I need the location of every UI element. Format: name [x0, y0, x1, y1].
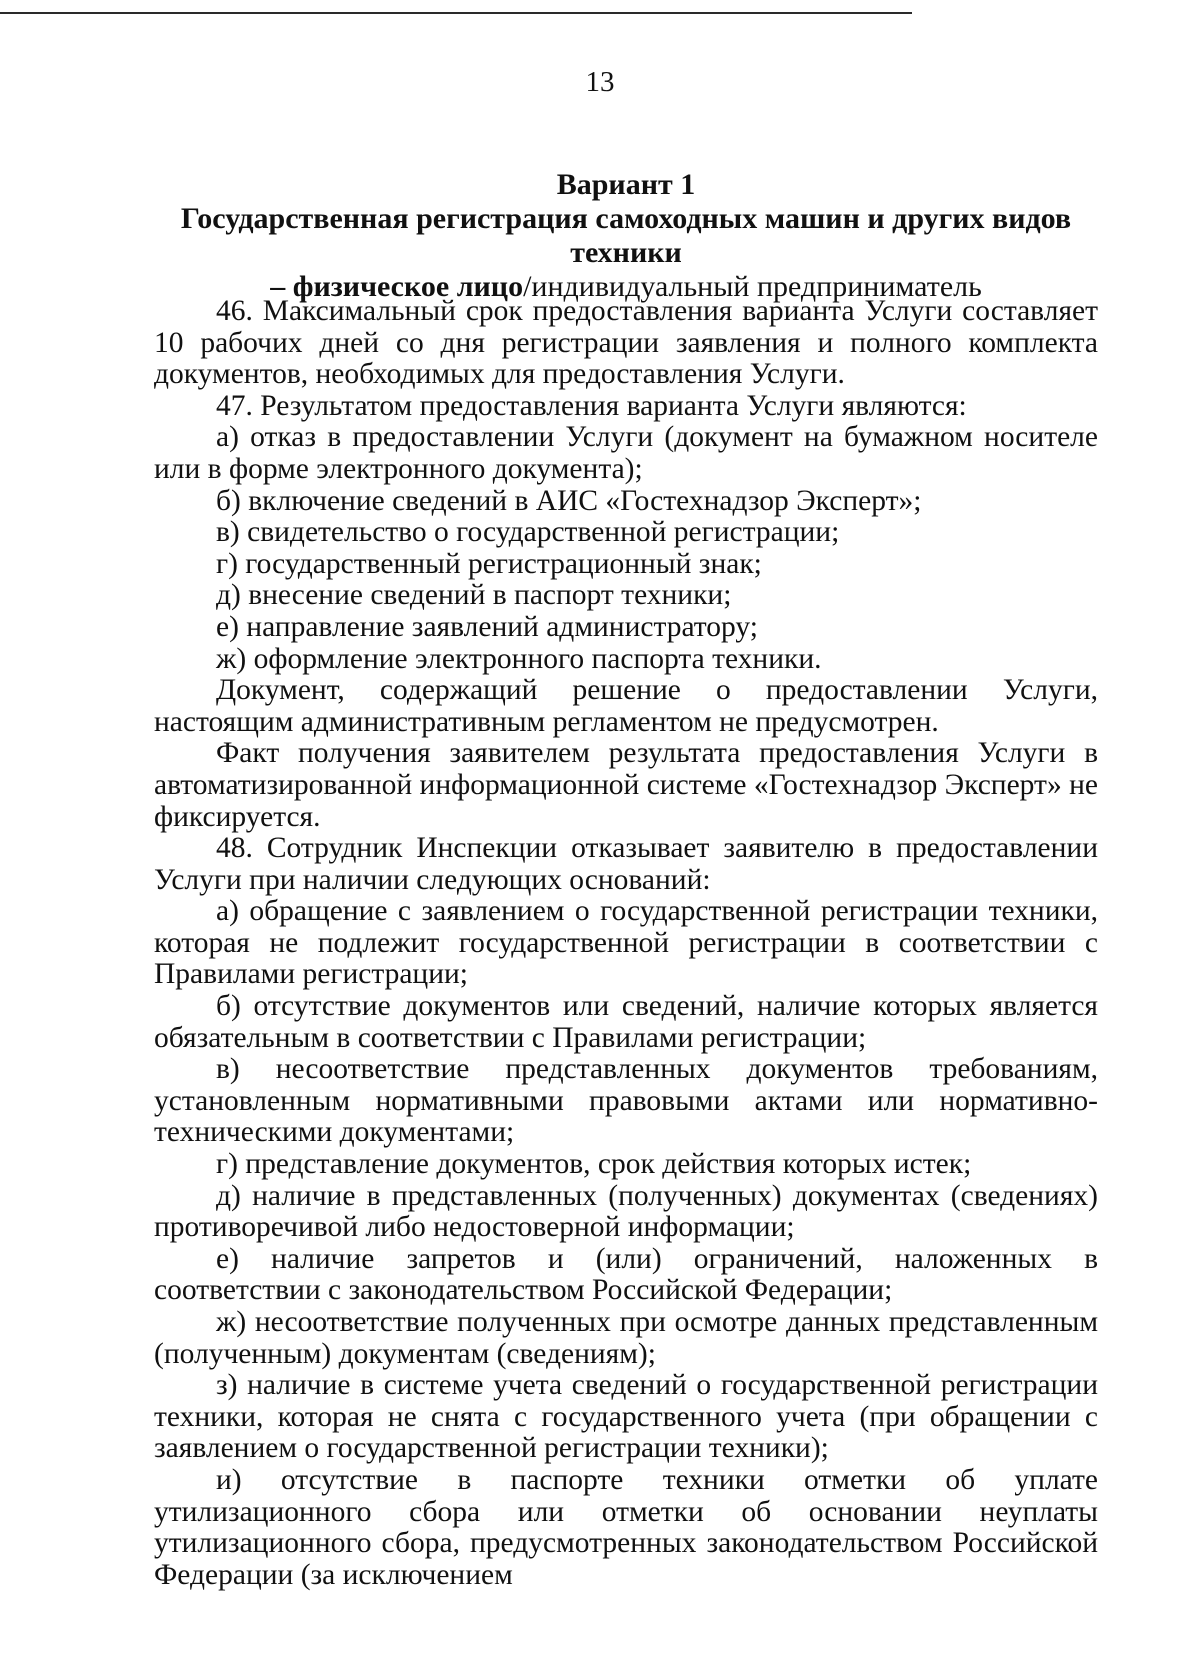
- paragraph: е) направление заявлений администратору;: [216, 610, 758, 643]
- paragraph: 48. Сотрудник Инспекции отказывает заявителю в предоставлении Услуги при наличии следующих оснований:: [154, 832, 1098, 896]
- paragraph: з) наличие в системе учета сведений о государственной регистрации техники, которая не снята с государственного учета (при обращении с заявлением о государственной регистрации техники);: [154, 1369, 1098, 1465]
- paragraph: а) отказ в предоставлении Услуги (документ на бумажном носителе или в форме электронного документа);: [154, 421, 1098, 485]
- section-heading: [150, 168, 1102, 304]
- paragraph: ж) оформление электронного паспорта техники.: [216, 642, 822, 675]
- paragraph: 47. Результатом предоставления варианта Услуги являются:: [216, 389, 967, 422]
- paragraph: Документ, содержащий решение о предоставлении Услуги, настоящим административным регламентом не предусмотрен.: [154, 674, 1098, 738]
- paragraph: Факт получения заявителем результата предоставления Услуги в автоматизированной информационной системе «Гостехнадзор Эксперт» не фиксируется.: [154, 737, 1098, 833]
- page-number: 13: [585, 66, 615, 98]
- paragraph: и) отсутствие в паспорте техники отметки об уплате утилизационного сбора или отметки об основании неуплаты утилизационного сбора, предусмотренных законодательством Российской Федерации (за исключением: [154, 1463, 1098, 1591]
- paragraph: ж) несоответствие полученных при осмотре данных представленным (полученным) документам (сведениям);: [154, 1306, 1098, 1370]
- paragraph: б) включение сведений в АИС «Гостехнадзор Эксперт»;: [216, 484, 922, 517]
- paragraph: б) отсутствие документов или сведений, наличие которых является обязательным в соответствии с Правилами регистрации;: [154, 990, 1098, 1054]
- paragraph: а) обращение с заявлением о государственной регистрации техники, которая не подлежит государственной регистрации в соответствии с Правилами регистрации;: [154, 895, 1098, 991]
- paragraph: в) свидетельство о государственной регистрации;: [216, 516, 840, 549]
- paragraph: в) несоответствие представленных документов требованиям, установленным нормативными правовыми актами или нормативно-техническими документами;: [154, 1053, 1098, 1149]
- paragraph: 46. Максимальный срок предоставления варианта Услуги составляет 10 рабочих дней со дня регистрации заявления и полного комплекта документов, необходимых для предоставления Услуги.: [154, 295, 1098, 391]
- paragraph: г) государственный регистрационный знак;: [216, 547, 762, 580]
- variant-title: Вариант 1: [556, 168, 696, 201]
- paragraph: д) наличие в представленных (полученных) документах (сведениях) противоречивой либо недостоверной информации;: [154, 1179, 1098, 1244]
- document-body: [154, 296, 1098, 1591]
- subtitle-dash: –: [270, 270, 293, 303]
- subtitle-bold: физическое лицо: [292, 270, 524, 303]
- paragraph: г) представление документов, срок действия которых истек;: [216, 1148, 972, 1181]
- top-rule: [0, 12, 912, 14]
- section-title: Государственная регистрация самоходных машин и других видов техники: [180, 202, 1072, 269]
- subtitle-rest: /индивидуальный предприниматель: [523, 270, 982, 303]
- paragraph: д) внесение сведений в паспорт техники;: [216, 579, 732, 612]
- paragraph: е) наличие запретов и (или) ограничений, наложенных в соответствии с законодательством Российской Федерации;: [154, 1242, 1098, 1307]
